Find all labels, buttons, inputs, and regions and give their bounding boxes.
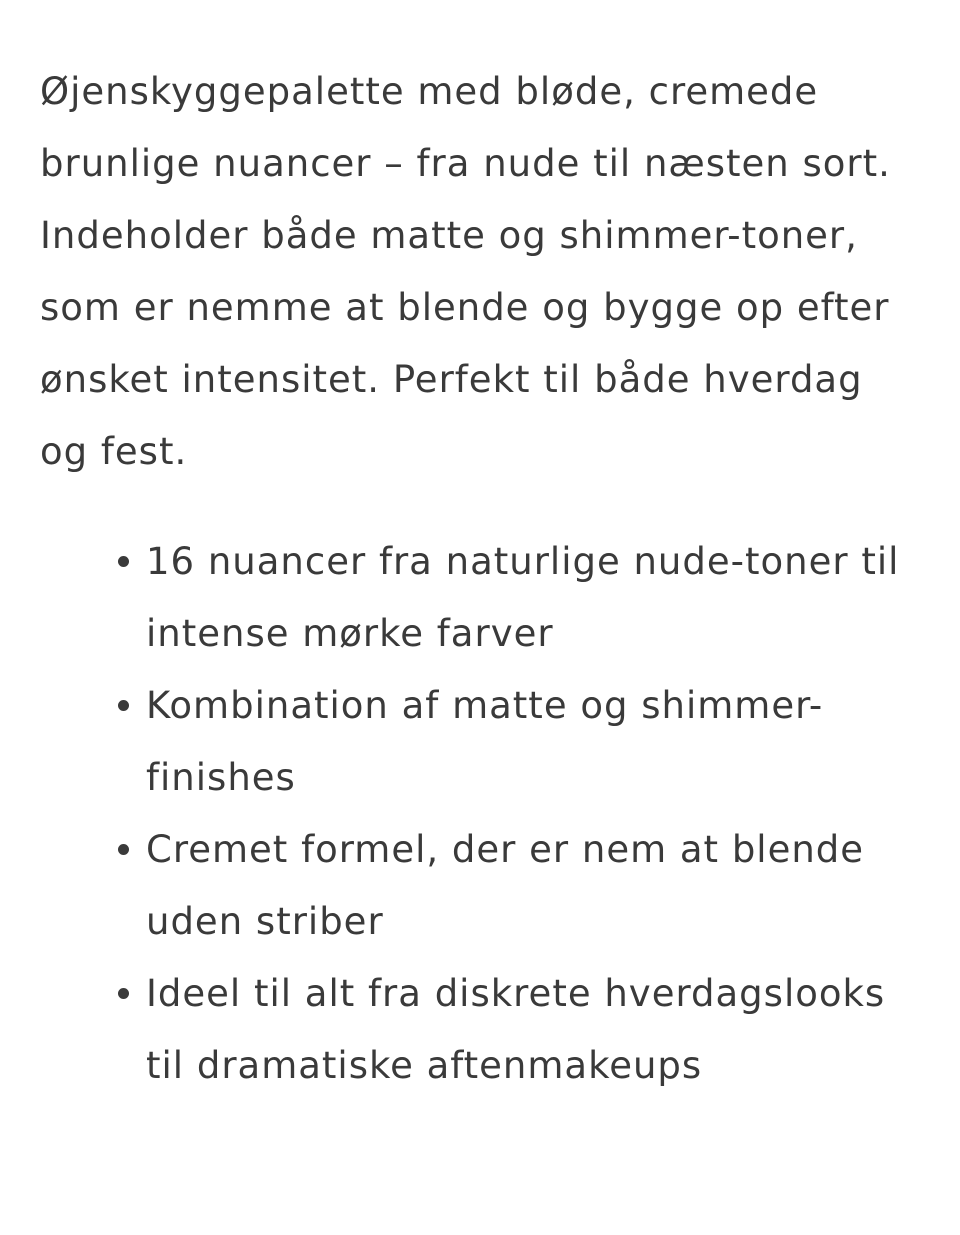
feature-list [40, 526, 910, 1102]
list-item [146, 526, 910, 670]
feature-text: Kombination af matte og shimmer-finishes [146, 684, 824, 799]
feature-text: 16 nuancer fra naturlige nude-toner til intense mørke farver [146, 540, 900, 655]
bullet-icon [118, 556, 129, 567]
bullet-icon [118, 844, 129, 855]
feature-text: Cremet formel, der er nem at blende uden striber [146, 828, 865, 943]
bullet-icon [118, 700, 129, 711]
feature-text: Ideel til alt fra diskrete hverdagslooks til dramatiske aftenmakeups [146, 972, 886, 1087]
product-description: Øjenskyggepalette med bløde, cremede brunlige nuancer – fra nude til næsten sort. Indeholder både matte og shimmer-toner, som er nemme at blende og bygge op efter ønsket intensitet. Perfekt til både hverdag og fest. [40, 70, 891, 473]
product-description-section [40, 56, 910, 1102]
list-item [146, 814, 910, 958]
bullet-icon [118, 988, 129, 999]
list-item [146, 670, 910, 814]
list-item [146, 958, 910, 1102]
